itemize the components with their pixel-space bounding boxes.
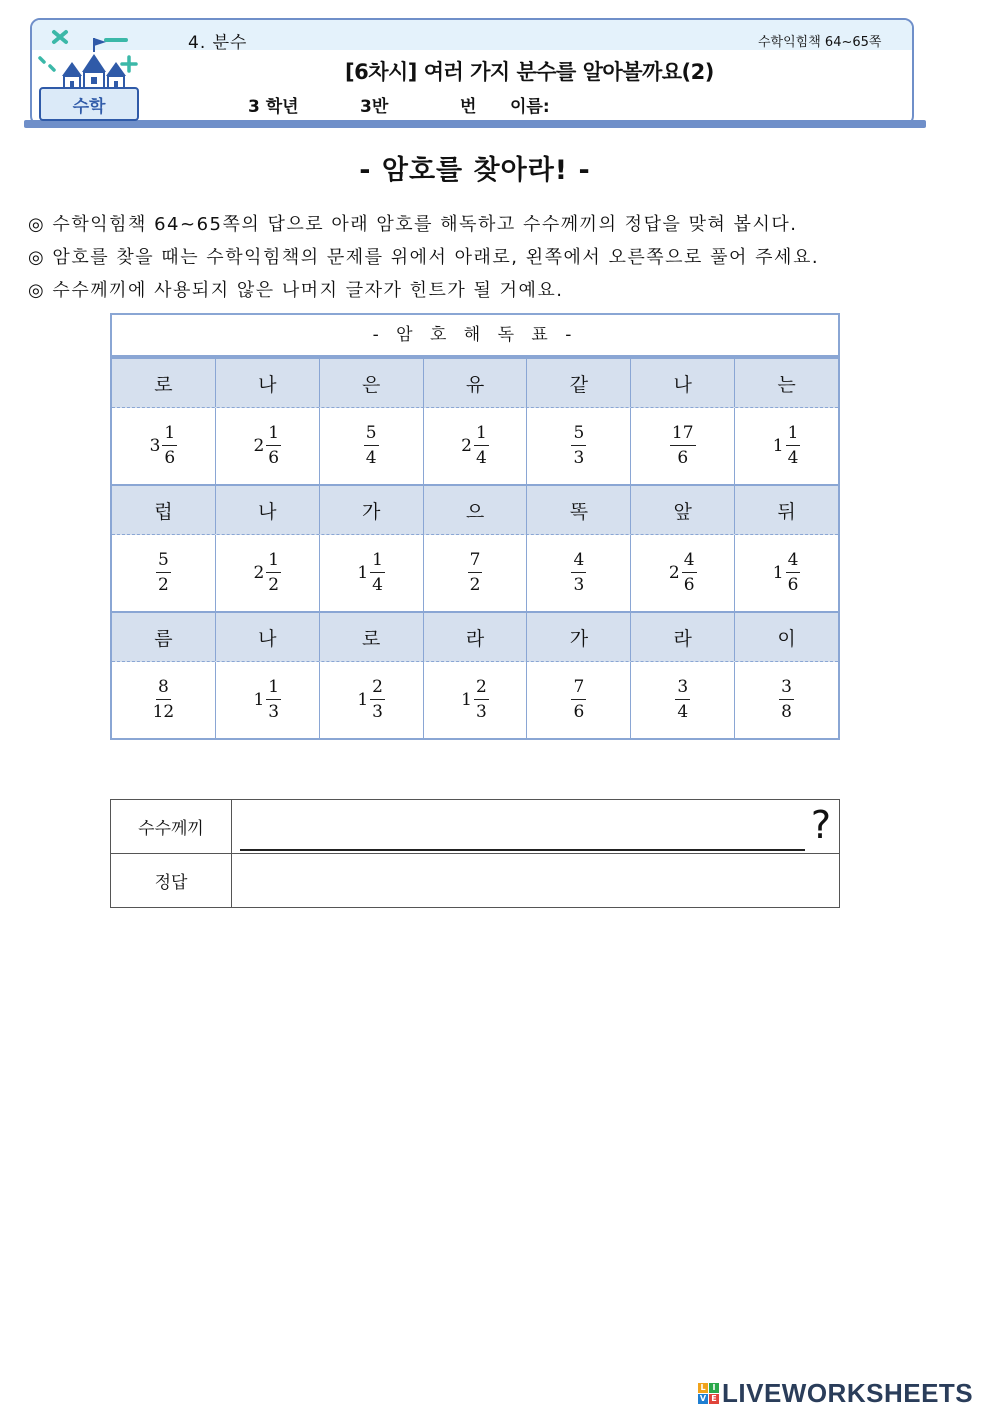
- fraction-numerator: 3: [779, 679, 794, 700]
- syllable-cell: 똑: [527, 486, 631, 534]
- fraction-whole: 1: [357, 563, 369, 583]
- instruction-line: ◎ 수학익힘책 64~65쪽의 답으로 아래 암호를 해독하고 수수께끼의 정답을 맞혀 봅시다.: [28, 214, 798, 235]
- page-title: - 암호를 찾아라! -: [359, 155, 591, 186]
- cipher-table-body: [112, 357, 838, 738]
- fraction-cell: [735, 535, 838, 611]
- fraction: [357, 552, 385, 594]
- fraction-numerator: 4: [571, 552, 586, 573]
- fraction-numerator: 1: [266, 425, 281, 446]
- syllable-cell: 나: [631, 359, 735, 407]
- fraction-cell: [112, 662, 216, 738]
- class-label: 3반: [360, 97, 389, 117]
- fraction-numerator: 1: [370, 552, 385, 573]
- fraction-numerator: 4: [682, 552, 697, 573]
- chapter-title: 4. 분수: [188, 33, 248, 53]
- riddle-underline: [240, 849, 805, 851]
- fraction-cell: [424, 408, 528, 484]
- fraction: [253, 425, 281, 467]
- fraction-numerator: 1: [266, 679, 281, 700]
- fraction-cell: [631, 535, 735, 611]
- fraction: [670, 425, 696, 467]
- fraction-denominator: 4: [476, 448, 487, 468]
- riddle-field[interactable]: [232, 800, 839, 853]
- instruction-line: ◎ 수수께끼에 사용되지 않은 나머지 글자가 힌트가 될 거예요.: [28, 280, 564, 301]
- fraction-row: [112, 535, 838, 611]
- fraction: [156, 552, 171, 594]
- fraction-numerator: 1: [474, 425, 489, 446]
- fraction-whole: 3: [149, 436, 161, 456]
- fraction: [357, 679, 385, 721]
- fraction: [571, 679, 586, 721]
- syllable-cell: 나: [216, 613, 320, 661]
- fraction: [461, 679, 489, 721]
- instruction-line: ◎ 암호를 찾을 때는 수학익힘책의 문제를 위에서 아래로, 왼쪽에서 오른쪽으로 풀어 주세요.: [28, 247, 820, 268]
- riddle-row: [111, 800, 839, 853]
- fraction-cell: [112, 408, 216, 484]
- answer-table: [110, 799, 840, 908]
- fraction-denominator: 6: [677, 448, 689, 468]
- fraction-denominator: 3: [372, 702, 383, 722]
- syllable-cell: 로: [320, 613, 424, 661]
- fraction-denominator: 3: [573, 448, 585, 468]
- fraction-cell: [320, 408, 424, 484]
- fraction-denominator: 6: [787, 575, 799, 595]
- answer-label: 정답: [111, 854, 232, 907]
- syllable-cell: 가: [320, 486, 424, 534]
- fraction-cell: [320, 535, 424, 611]
- answer-field[interactable]: [232, 854, 839, 907]
- fraction-denominator: 4: [677, 702, 689, 722]
- fraction-numerator: 8: [156, 679, 171, 700]
- syllable-cell: 뒤: [777, 500, 796, 523]
- fraction-denominator: 3: [268, 702, 280, 722]
- fraction-whole: 1: [253, 690, 265, 710]
- brand-logo-icon: L I V E: [698, 1383, 719, 1404]
- fraction: [571, 552, 586, 594]
- fraction: [461, 425, 489, 467]
- fraction: [571, 425, 586, 467]
- syllable-row: [112, 357, 838, 408]
- fraction-whole: 1: [772, 563, 784, 583]
- fraction-cell: [216, 535, 320, 611]
- fraction-denominator: 6: [683, 575, 695, 595]
- fraction-denominator: 2: [158, 575, 169, 595]
- fraction-whole: 2: [461, 436, 472, 456]
- fraction-cell: [527, 662, 631, 738]
- fraction-denominator: 3: [476, 702, 487, 722]
- fraction-numerator: 4: [786, 552, 801, 573]
- fraction-cell: [735, 408, 838, 484]
- syllable-cell: 이: [777, 627, 796, 650]
- fraction-numerator: 1: [786, 425, 801, 446]
- fraction-cell: [735, 662, 838, 738]
- riddle-label: 수수께끼: [111, 800, 232, 853]
- syllable-cell: 나: [216, 359, 320, 407]
- fraction-whole: 1: [772, 436, 784, 456]
- fraction: [253, 679, 281, 721]
- fraction: [364, 425, 379, 467]
- fraction: [151, 679, 177, 721]
- book-reference: 수학익힘책 64~65쪽: [758, 35, 882, 50]
- fraction: [468, 552, 483, 594]
- fraction-denominator: 4: [365, 448, 377, 468]
- fraction-numerator: 2: [474, 679, 489, 700]
- syllable-cell: 나: [216, 486, 320, 534]
- syllable-cell: 름: [112, 613, 216, 661]
- syllable-cell: 럽: [112, 486, 216, 534]
- syllable-cell: 라: [631, 613, 735, 661]
- fraction: [773, 425, 801, 467]
- fraction-cell: [527, 408, 631, 484]
- number-label: 번: [460, 97, 477, 117]
- syllable-row: [112, 484, 838, 535]
- fraction-denominator: 8: [781, 702, 792, 722]
- fraction: [779, 679, 794, 721]
- liveworksheets-brand: [698, 1377, 973, 1409]
- fraction-numerator: 17: [670, 425, 696, 446]
- fraction-cell: [631, 662, 735, 738]
- syllable-cell: 앞: [631, 486, 735, 534]
- fraction-numerator: 7: [468, 552, 483, 573]
- math-school-logo: [34, 26, 144, 122]
- fraction: [669, 552, 697, 594]
- syllable-cell: 같: [527, 359, 631, 407]
- syllable-cell: 으: [424, 486, 528, 534]
- fraction-denominator: 4: [787, 448, 799, 468]
- fraction-cell: [216, 408, 320, 484]
- header-base: [24, 120, 926, 128]
- fraction-numerator: 7: [571, 679, 586, 700]
- fraction-cell: [424, 535, 528, 611]
- fraction: [253, 552, 281, 594]
- syllable-cell: 는: [777, 373, 796, 396]
- cipher-table: [110, 313, 840, 740]
- fraction-whole: 2: [253, 436, 265, 456]
- fraction-denominator: 2: [268, 575, 280, 595]
- fraction-numerator: 1: [162, 425, 177, 446]
- fraction: [675, 679, 690, 721]
- syllable-cell: 라: [424, 613, 528, 661]
- fraction-whole: 1: [357, 690, 369, 710]
- fraction-cell: [631, 408, 735, 484]
- instructions: [28, 212, 819, 311]
- syllable-cell: 유: [424, 359, 528, 407]
- logo-text: 수학: [72, 97, 106, 117]
- fraction-denominator: 4: [372, 575, 383, 595]
- syllable-row: [112, 611, 838, 662]
- fraction-numerator: 5: [156, 552, 171, 573]
- fraction-denominator: 6: [268, 448, 280, 468]
- fraction-row: [112, 408, 838, 484]
- syllable-cell: 은: [320, 359, 424, 407]
- fraction-cell: [424, 662, 528, 738]
- fraction-numerator: 5: [364, 425, 379, 446]
- lesson-title: [6차시] 여러 가지 분수를 알아볼까요(2): [345, 60, 714, 84]
- syllable-cell: 로: [112, 359, 216, 407]
- fraction-cell: [216, 662, 320, 738]
- fraction-whole: 2: [253, 563, 265, 583]
- fraction-row: [112, 662, 838, 738]
- grade-label: 3 학년: [248, 97, 299, 117]
- fraction-whole: 2: [668, 563, 680, 583]
- syllable-cell: 가: [527, 613, 631, 661]
- fraction-denominator: 2: [469, 575, 481, 595]
- fraction-denominator: 6: [573, 702, 585, 722]
- cipher-table-title: - 암 호 해 독 표 -: [112, 315, 838, 357]
- fraction-numerator: 1: [266, 552, 281, 573]
- fraction-numerator: 5: [571, 425, 586, 446]
- fraction: [773, 552, 801, 594]
- name-label: 이름:: [510, 97, 550, 117]
- fraction-whole: 1: [461, 690, 472, 710]
- fraction-numerator: 2: [370, 679, 385, 700]
- brand-name: LIVEWORKSHEETS: [722, 1377, 974, 1408]
- castle-icon: [62, 38, 126, 94]
- fraction-cell: [527, 535, 631, 611]
- fraction-denominator: 12: [152, 702, 175, 722]
- fraction-cell: [112, 535, 216, 611]
- answer-row: [111, 853, 839, 907]
- fraction-denominator: 6: [164, 448, 176, 468]
- fraction-denominator: 3: [573, 575, 585, 595]
- fraction-cell: [320, 662, 424, 738]
- fraction-numerator: 3: [675, 679, 690, 700]
- fraction: [150, 425, 178, 467]
- question-mark: ?: [810, 803, 831, 847]
